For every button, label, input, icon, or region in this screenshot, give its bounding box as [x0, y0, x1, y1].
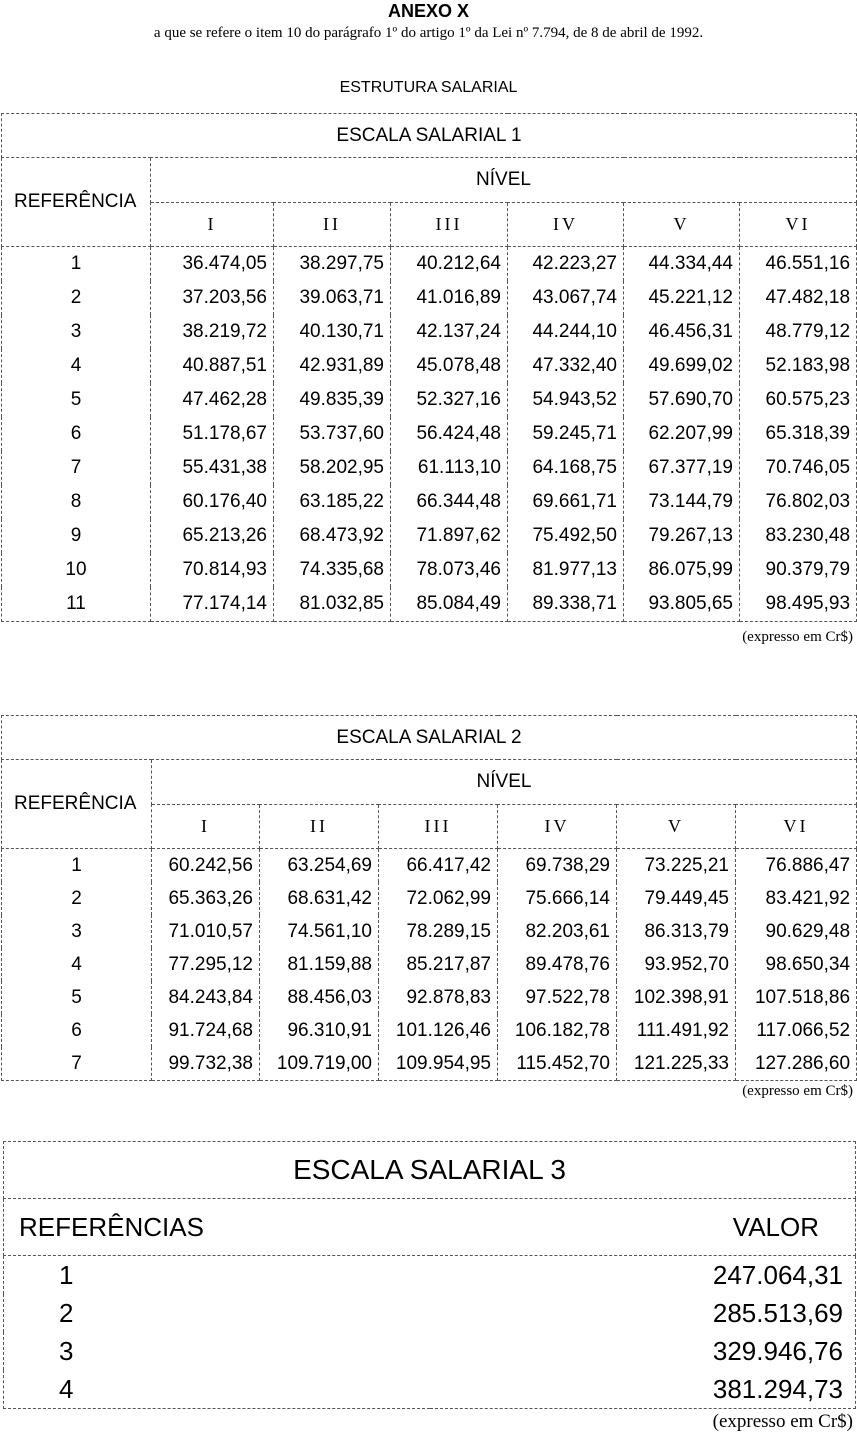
salary-value-cell: 63.185,22 [274, 485, 391, 519]
salary-value-cell: 81.977,13 [508, 553, 624, 587]
table-row [4, 1256, 856, 1295]
level-column-header: V [617, 805, 736, 849]
salary-value-cell: 78.289,15 [379, 915, 498, 948]
salary-value-cell: 285.513,69 [430, 1294, 856, 1332]
level-column-header: II [260, 805, 379, 849]
salary-value-cell: 45.078,48 [391, 349, 508, 383]
level-header: NÍVEL [152, 760, 857, 805]
reference-cell: 3 [2, 915, 152, 948]
salary-value-cell: 54.943,52 [508, 383, 624, 417]
table-row [2, 315, 857, 349]
salary-value-cell: 66.417,42 [379, 849, 498, 883]
salary-value-cell: 52.183,98 [740, 349, 857, 383]
currency-note: (expresso em Cr$) [742, 629, 853, 645]
salary-value-cell: 90.379,79 [740, 553, 857, 587]
salary-value-cell: 82.203,61 [498, 915, 617, 948]
scale-1-title: ESCALA SALARIAL 1 [2, 114, 857, 158]
table-row [4, 1370, 856, 1409]
salary-value-cell: 83.230,48 [740, 519, 857, 553]
level-column-header: III [391, 203, 508, 247]
salary-value-cell: 86.075,99 [624, 553, 740, 587]
reference-cell: 5 [2, 383, 151, 417]
table-row [4, 1332, 856, 1370]
salary-value-cell: 93.952,70 [617, 948, 736, 981]
salary-scale-3-table [3, 1141, 856, 1409]
salary-value-cell: 63.254,69 [260, 849, 379, 883]
reference-cell: 3 [2, 315, 151, 349]
table-row [2, 1014, 857, 1047]
salary-value-cell: 96.310,91 [260, 1014, 379, 1047]
salary-value-cell: 76.886,47 [736, 849, 857, 883]
level-column-header: III [379, 805, 498, 849]
level-header: NÍVEL [151, 158, 857, 203]
salary-value-cell: 62.207,99 [624, 417, 740, 451]
salary-value-cell: 381.294,73 [430, 1370, 856, 1409]
reference-cell: 1 [2, 849, 152, 883]
reference-cell: 7 [2, 1047, 152, 1081]
salary-value-cell: 79.449,45 [617, 882, 736, 915]
salary-value-cell: 45.221,12 [624, 281, 740, 315]
salary-value-cell: 81.032,85 [274, 587, 391, 622]
table-row [2, 849, 857, 883]
salary-value-cell: 44.334,44 [624, 247, 740, 282]
salary-value-cell: 109.954,95 [379, 1047, 498, 1081]
salary-value-cell: 51.178,67 [151, 417, 274, 451]
salary-value-cell: 71.897,62 [391, 519, 508, 553]
salary-value-cell: 106.182,78 [498, 1014, 617, 1047]
salary-value-cell: 70.814,93 [151, 553, 274, 587]
reference-cell: 1 [4, 1256, 430, 1295]
salary-value-cell: 65.318,39 [740, 417, 857, 451]
level-column-header: VI [740, 203, 857, 247]
table-row [2, 349, 857, 383]
table-row [2, 587, 857, 622]
table-row [2, 948, 857, 981]
salary-value-cell: 74.335,68 [274, 553, 391, 587]
salary-value-cell: 83.421,92 [736, 882, 857, 915]
section-heading: ESTRUTURA SALARIAL [339, 79, 518, 96]
salary-value-cell: 92.878,83 [379, 981, 498, 1014]
salary-value-cell: 65.363,26 [152, 882, 260, 915]
salary-value-cell: 84.243,84 [152, 981, 260, 1014]
salary-value-cell: 247.064,31 [430, 1256, 856, 1295]
table-row [2, 281, 857, 315]
salary-value-cell: 79.267,13 [624, 519, 740, 553]
currency-note: (expresso em Cr$) [712, 1411, 853, 1432]
salary-value-cell: 329.946,76 [430, 1332, 856, 1370]
salary-value-cell: 75.666,14 [498, 882, 617, 915]
salary-value-cell: 40.130,71 [274, 315, 391, 349]
salary-value-cell: 49.699,02 [624, 349, 740, 383]
references-header: REFERÊNCIAS [4, 1199, 430, 1256]
salary-value-cell: 97.522,78 [498, 981, 617, 1014]
annex-title: ANEXO X [387, 1, 470, 21]
reference-cell: 5 [2, 981, 152, 1014]
annex-subtitle: a que se refere o item 10 do parágrafo 1º do artigo 1º da Lei nº 7.794, de 8 de abril de 1992. [153, 25, 704, 41]
salary-value-cell: 68.631,42 [260, 882, 379, 915]
salary-value-cell: 117.066,52 [736, 1014, 857, 1047]
reference-header: REFERÊNCIA [2, 158, 151, 247]
salary-value-cell: 61.113,10 [391, 451, 508, 485]
salary-value-cell: 91.724,68 [152, 1014, 260, 1047]
salary-value-cell: 89.478,76 [498, 948, 617, 981]
salary-value-cell: 77.295,12 [152, 948, 260, 981]
level-column-header: IV [508, 203, 624, 247]
salary-value-cell: 69.661,71 [508, 485, 624, 519]
reference-header: REFERÊNCIA [2, 760, 152, 849]
salary-value-cell: 81.159,88 [260, 948, 379, 981]
salary-value-cell: 85.217,87 [379, 948, 498, 981]
salary-value-cell: 67.377,19 [624, 451, 740, 485]
level-column-header: II [274, 203, 391, 247]
salary-value-cell: 85.084,49 [391, 587, 508, 622]
salary-value-cell: 43.067,74 [508, 281, 624, 315]
reference-cell: 7 [2, 451, 151, 485]
salary-value-cell: 88.456,03 [260, 981, 379, 1014]
reference-cell: 1 [2, 247, 151, 282]
salary-scale-1-table [1, 113, 857, 622]
salary-value-cell: 70.746,05 [740, 451, 857, 485]
table-row [2, 553, 857, 587]
salary-value-cell: 127.286,60 [736, 1047, 857, 1081]
salary-value-cell: 98.650,34 [736, 948, 857, 981]
reference-cell: 8 [2, 485, 151, 519]
reference-cell: 9 [2, 519, 151, 553]
salary-value-cell: 41.016,89 [391, 281, 508, 315]
table-row [2, 1047, 857, 1081]
salary-value-cell: 44.244,10 [508, 315, 624, 349]
salary-value-cell: 55.431,38 [151, 451, 274, 485]
salary-value-cell: 74.561,10 [260, 915, 379, 948]
salary-value-cell: 47.332,40 [508, 349, 624, 383]
reference-cell: 11 [2, 587, 151, 622]
salary-value-cell: 47.482,18 [740, 281, 857, 315]
table-row [2, 519, 857, 553]
salary-value-cell: 59.245,71 [508, 417, 624, 451]
table-row [2, 981, 857, 1014]
salary-value-cell: 77.174,14 [151, 587, 274, 622]
salary-value-cell: 109.719,00 [260, 1047, 379, 1081]
salary-value-cell: 58.202,95 [274, 451, 391, 485]
salary-value-cell: 65.213,26 [151, 519, 274, 553]
salary-value-cell: 48.779,12 [740, 315, 857, 349]
salary-value-cell: 46.551,16 [740, 247, 857, 282]
salary-value-cell: 38.219,72 [151, 315, 274, 349]
currency-note: (expresso em Cr$) [742, 1083, 853, 1099]
salary-value-cell: 73.144,79 [624, 485, 740, 519]
salary-value-cell: 36.474,05 [151, 247, 274, 282]
salary-value-cell: 37.203,56 [151, 281, 274, 315]
reference-cell: 6 [2, 417, 151, 451]
salary-value-cell: 40.887,51 [151, 349, 274, 383]
salary-value-cell: 40.212,64 [391, 247, 508, 282]
salary-value-cell: 57.690,70 [624, 383, 740, 417]
salary-value-cell: 78.073,46 [391, 553, 508, 587]
reference-cell: 6 [2, 1014, 152, 1047]
salary-value-cell: 49.835,39 [274, 383, 391, 417]
salary-value-cell: 69.738,29 [498, 849, 617, 883]
salary-value-cell: 111.491,92 [617, 1014, 736, 1047]
table-row [2, 915, 857, 948]
salary-value-cell: 107.518,86 [736, 981, 857, 1014]
level-column-header: V [624, 203, 740, 247]
level-column-header: I [152, 805, 260, 849]
salary-value-cell: 121.225,33 [617, 1047, 736, 1081]
table-row [2, 451, 857, 485]
salary-value-cell: 53.737,60 [274, 417, 391, 451]
salary-value-cell: 46.456,31 [624, 315, 740, 349]
scale-3-title: ESCALA SALARIAL 3 [4, 1142, 856, 1199]
table-row [2, 383, 857, 417]
table-row [2, 417, 857, 451]
salary-value-cell: 42.137,24 [391, 315, 508, 349]
salary-value-cell: 66.344,48 [391, 485, 508, 519]
salary-value-cell: 90.629,48 [736, 915, 857, 948]
value-header: VALOR [430, 1199, 856, 1256]
salary-value-cell: 72.062,99 [379, 882, 498, 915]
reference-cell: 4 [4, 1370, 430, 1409]
salary-value-cell: 89.338,71 [508, 587, 624, 622]
salary-value-cell: 98.495,93 [740, 587, 857, 622]
salary-value-cell: 101.126,46 [379, 1014, 498, 1047]
salary-value-cell: 60.176,40 [151, 485, 274, 519]
table-row [2, 485, 857, 519]
salary-value-cell: 76.802,03 [740, 485, 857, 519]
salary-value-cell: 102.398,91 [617, 981, 736, 1014]
reference-cell: 2 [2, 281, 151, 315]
level-column-header: IV [498, 805, 617, 849]
salary-value-cell: 60.242,56 [152, 849, 260, 883]
salary-value-cell: 64.168,75 [508, 451, 624, 485]
salary-value-cell: 93.805,65 [624, 587, 740, 622]
salary-value-cell: 42.931,89 [274, 349, 391, 383]
salary-value-cell: 71.010,57 [152, 915, 260, 948]
table-row [2, 882, 857, 915]
table-row [4, 1294, 856, 1332]
salary-value-cell: 39.063,71 [274, 281, 391, 315]
salary-value-cell: 99.732,38 [152, 1047, 260, 1081]
salary-value-cell: 52.327,16 [391, 383, 508, 417]
salary-value-cell: 56.424,48 [391, 417, 508, 451]
reference-cell: 4 [2, 349, 151, 383]
reference-cell: 4 [2, 948, 152, 981]
scale-2-title: ESCALA SALARIAL 2 [2, 716, 857, 760]
level-column-header: I [151, 203, 274, 247]
level-column-header: VI [736, 805, 857, 849]
reference-cell: 2 [2, 882, 152, 915]
table-row [2, 247, 857, 282]
salary-value-cell: 42.223,27 [508, 247, 624, 282]
salary-value-cell: 86.313,79 [617, 915, 736, 948]
salary-value-cell: 75.492,50 [508, 519, 624, 553]
salary-value-cell: 38.297,75 [274, 247, 391, 282]
salary-value-cell: 73.225,21 [617, 849, 736, 883]
salary-value-cell: 47.462,28 [151, 383, 274, 417]
reference-cell: 2 [4, 1294, 430, 1332]
salary-value-cell: 60.575,23 [740, 383, 857, 417]
reference-cell: 10 [2, 553, 151, 587]
reference-cell: 3 [4, 1332, 430, 1370]
salary-value-cell: 115.452,70 [498, 1047, 617, 1081]
salary-value-cell: 68.473,92 [274, 519, 391, 553]
salary-scale-2-table [1, 715, 857, 1081]
